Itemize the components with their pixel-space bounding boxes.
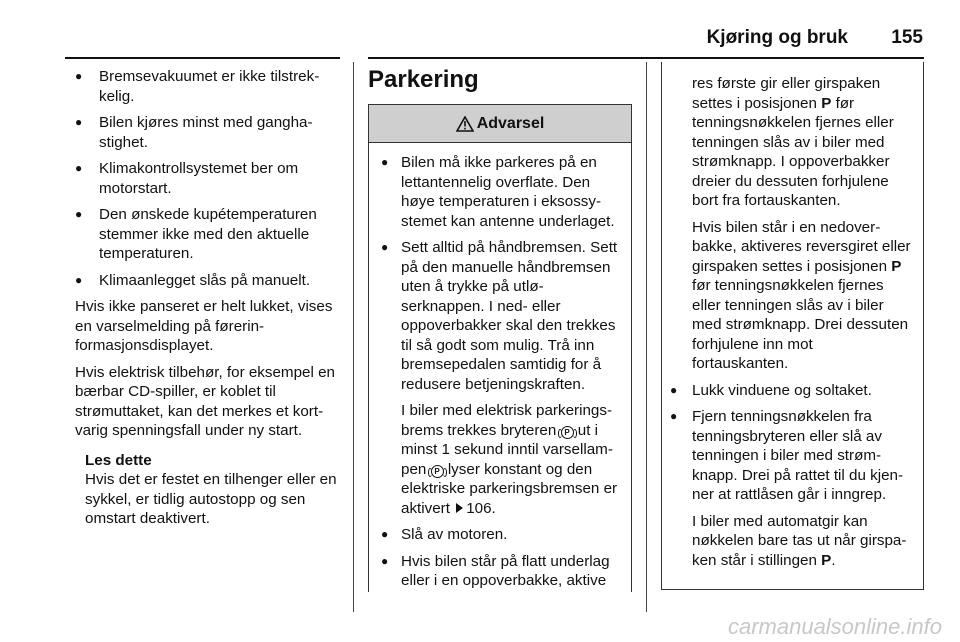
list-item: ● Bremsevakuumet er ikke tilstrekkelig. — [67, 67, 343, 106]
warning-label: Advarsel — [476, 114, 545, 132]
text-part: . — [831, 551, 836, 569]
right-column — [661, 62, 924, 590]
list-item: ● Klimaanlegget slås på manuelt. — [67, 271, 343, 291]
text-part: før tenningsnøkkelen fjernes eller tenningen slås av i biler med strømknapp. Drei dessuten forhjulene inn mot fortauskanten. — [692, 277, 909, 372]
column-divider-2 — [646, 62, 647, 612]
header-rule-left — [65, 57, 340, 59]
middle-column — [368, 66, 632, 592]
page-reference: 106. — [466, 499, 496, 517]
parking-brake-icon: P — [431, 465, 444, 478]
warning-box — [368, 104, 632, 592]
list-item: ● Den ønskede kupétemperaturen stemmer ikke med den aktuelle temperaturen. — [67, 205, 343, 264]
text-part: res første gir eller girspaken settes i posisjonen — [692, 75, 881, 112]
text-part: Hvis bilen står i en nedoverbakke, aktiveres reversgiret eller girspaken settes i posisjonen — [692, 218, 911, 275]
gear-position-p: P — [891, 257, 902, 275]
watermark-text: carmanualsonline.info — [727, 613, 942, 639]
warning-list — [381, 153, 619, 591]
note-block — [75, 451, 343, 529]
page-number: 155 — [891, 27, 923, 48]
right-bullet-list — [692, 381, 913, 571]
list-item — [381, 238, 619, 518]
warning-box-continued — [661, 62, 924, 590]
list-item: ● Bilen kjøres minst med ganghastighet. — [67, 113, 343, 152]
paragraph-downhill — [692, 218, 913, 374]
heading-parkering: Parkering — [368, 66, 479, 93]
list-item-subtext — [692, 512, 913, 571]
list-item: ● Lukk vinduene og soltaket. — [692, 381, 913, 401]
note-text: Hvis det er festet en tilhenger eller en sykkel, er tidlig autostopp og sen omstart deaktivert. — [85, 471, 337, 527]
subtext-part: I biler med elektrisk parkeringsbrems trekkes bryteren — [401, 402, 613, 439]
text-part: før tenningsnøkkelen fjernes eller tenningen slås av i biler med strømknapp. I oppoverbakker dreier du dessuten forhjulene bort fra fortauskanten. — [692, 94, 894, 209]
paragraph-uphill — [692, 74, 913, 211]
warning-triangle-icon — [456, 116, 474, 132]
section-title: Kjøring og bruk — [706, 27, 848, 48]
warning-body — [369, 143, 631, 591]
column-divider-1 — [353, 62, 354, 612]
subtext-part: lyser konstant og den elektriske parkeringsbremsen er aktivert — [401, 460, 618, 517]
list-item: ● Bilen må ikke parkeres på en lettantennelig overflate. Den høye temperaturen i eksossystemet kan antenne underlaget. — [381, 153, 619, 231]
left-bullet-list — [67, 67, 343, 290]
list-item: ● Klimakontrollsystemet ber om motorstart. — [67, 159, 343, 198]
warning-header — [369, 105, 631, 143]
text-part: I biler med automatgir kan nøkkelen bare tas ut når girspaken står i stillingen — [692, 512, 907, 569]
list-item: ● Slå av motoren. — [381, 525, 619, 545]
header-rule-right — [368, 57, 924, 59]
note-title: Les dette — [85, 451, 152, 469]
list-item: ● Hvis bilen står på flatt underlag eller i en oppoverbakke, aktive — [381, 552, 619, 591]
gear-position-p: P — [821, 551, 832, 569]
parking-brake-icon: P — [561, 426, 574, 439]
list-item-text: ● Fjern tenningsnøkkelen fra tenningsbryteren eller slå av tenningen i biler med strømknapp. Drei på rattet til du kjenner at rattlåsen går i inngrep. — [692, 408, 904, 503]
left-column — [75, 67, 343, 529]
list-item — [692, 407, 913, 570]
list-item-subtext — [401, 401, 619, 518]
paragraph-hood: Hvis ikke panseret er helt lukket, vises en varselmelding på førerinformasjonsdisplayet. — [75, 298, 333, 354]
page-ref-arrow-icon — [456, 503, 463, 513]
list-item-text: ● Sett alltid på håndbremsen. Sett på den manuelle håndbremsen uten å trykke på utløserknappen. I ned- eller oppoverbakker skal den trekkes til så godt som mulig. Trå inn bremsepedalen samtidig for å redusere betjeningskraften. — [401, 239, 618, 393]
paragraph-accessories: Hvis elektrisk tilbehør, for eksempel en bærbar CD-spiller, er koblet til strømuttaket, kan det merkes et kortvarig spenningsfall under ny start. — [75, 363, 335, 439]
page-header — [0, 22, 960, 52]
gear-position-p: P — [821, 94, 832, 112]
subtext-part: ut i minst 1 sekund inntil varsellampen — [401, 421, 613, 478]
